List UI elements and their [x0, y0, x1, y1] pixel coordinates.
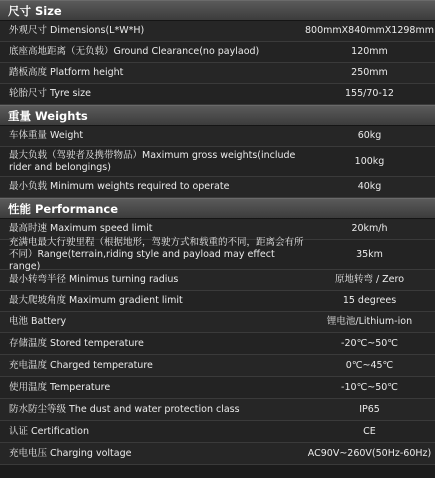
spec-label: 电池 Battery — [9, 316, 67, 327]
spec-label: 最小转弯半径 Minimus turning radius — [9, 274, 179, 285]
spec-row-max-gross-weight — [0, 147, 435, 177]
spec-row-tyre-size — [0, 84, 435, 105]
spec-row-turning-radius — [0, 270, 435, 291]
spec-row-battery — [0, 312, 435, 333]
spec-label: 最小负载 Minimum weights required to operate — [9, 181, 230, 192]
spec-value: 800mmX840mmX1298mm — [305, 25, 434, 36]
spec-value: CE — [363, 425, 376, 437]
spec-value: IP65 — [359, 403, 380, 415]
spec-label: 外观尺寸 Dimensions(L*W*H) — [9, 25, 145, 36]
spec-label: 使用温度 Temperature — [9, 381, 111, 393]
spec-value: 250mm — [351, 67, 388, 78]
section-header-weights: 重量 Weights — [0, 105, 435, 126]
spec-row-platform-height — [0, 63, 435, 84]
spec-label: 最高时速 Maximum speed limit — [9, 223, 153, 234]
spec-value: 60kg — [357, 130, 382, 141]
spec-label: 最大负载（驾驶者及携带物品）Maximum gross weights(include rider and belongings) — [9, 149, 296, 173]
spec-value: 155/70-12 — [345, 88, 394, 99]
section-header-performance: 性能 Performance — [0, 198, 435, 219]
spec-label: 存储温度 Stored temperature — [9, 337, 144, 349]
spec-value: 0℃~45℃ — [345, 359, 394, 371]
spec-row-range — [0, 236, 435, 272]
spec-row-min-load — [0, 177, 435, 198]
spec-value: 20km/h — [351, 223, 388, 234]
spec-value: 15 degrees — [342, 295, 397, 306]
spec-row-gradient — [0, 291, 435, 312]
spec-value: 40kg — [357, 181, 382, 192]
spec-label: 防水防尘等级 The dust and water protection class — [9, 403, 240, 415]
spec-label: 充电温度 Charged temperature — [9, 359, 153, 371]
spec-row-charging-voltage — [0, 443, 435, 465]
spec-row-charge-temp — [0, 355, 435, 377]
spec-label: 底座高地距离（无负载）Ground Clearance(no paylaod) — [9, 46, 260, 57]
spec-label: 最大爬坡角度 Maximum gradient limit — [9, 295, 183, 306]
spec-row-ip-rating — [0, 399, 435, 421]
spec-label: 充电电压 Charging voltage — [9, 447, 132, 459]
spec-label: 踏板高度 Platform height — [9, 67, 124, 78]
performance-rows — [0, 219, 435, 465]
spec-value: 35km — [356, 248, 383, 260]
spec-row-use-temp — [0, 377, 435, 399]
spec-row-ground-clearance — [0, 42, 435, 63]
spec-label: 充满电最大行驶里程（根据地形，驾驶方式和载重的不同，距离会有所不同）Range(terrain,riding style and payload may effect range) — [9, 236, 304, 272]
size-rows — [0, 21, 435, 105]
weights-rows — [0, 126, 435, 198]
section-header-size: 尺寸 Size — [0, 0, 435, 21]
spec-value: -20℃~50℃ — [341, 337, 398, 349]
spec-row-certification — [0, 421, 435, 443]
spec-value: 原地转弯 / Zero — [334, 274, 405, 285]
spec-label: 认证 Certification — [9, 425, 89, 437]
spec-label: 轮胎尺寸 Tyre size — [9, 88, 91, 99]
spec-value: 锂电池/Lithium-ion — [326, 316, 413, 327]
spec-label: 车体重量 Weight — [9, 130, 84, 141]
spec-value: -10℃~50℃ — [341, 381, 398, 393]
spec-row-weight — [0, 126, 435, 147]
spec-value: 120mm — [351, 46, 388, 57]
spec-value: AC90V~260V(50Hz-60Hz) — [307, 447, 432, 459]
spec-row-dimensions — [0, 21, 435, 42]
spec-value: 100kg — [354, 155, 385, 167]
spec-row-storage-temp — [0, 333, 435, 355]
